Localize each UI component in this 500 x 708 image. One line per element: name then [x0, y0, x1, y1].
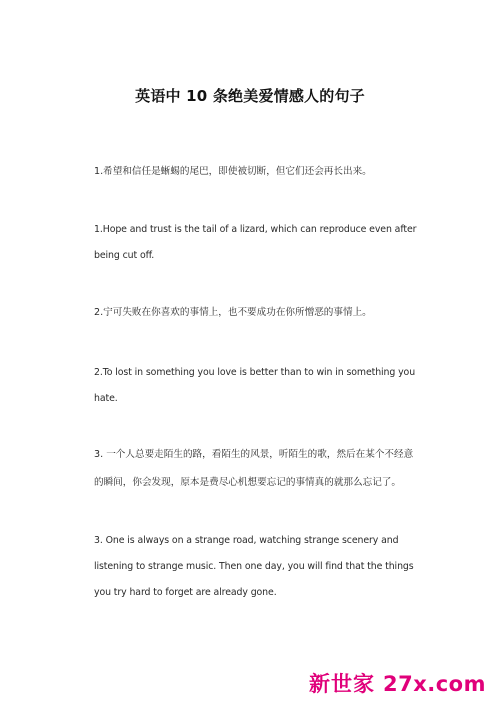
paragraph-2-cn	[94, 299, 412, 327]
paragraph-line: you try hard to forget are already gone.	[94, 587, 277, 598]
paragraph-line: 1.希望和信任是蜥蜴的尾巴，即使被切断，但它们还会再长出来。	[94, 166, 372, 177]
paragraph-3-cn	[94, 441, 412, 497]
watermark-brand: 新世家	[308, 672, 375, 696]
paragraph-line: 1.Hope and trust is the tail of a lizard, which can reproduce even after	[94, 224, 417, 235]
site-watermark	[309, 668, 486, 698]
paragraph-line: 3. 一个人总要走陌生的路，看陌生的风景，听陌生的歌，然后在某个不经意	[94, 449, 414, 460]
paragraph-3-en	[94, 528, 412, 606]
paragraph-line: 2.宁可失败在你喜欢的事情上，也不要成功在你所憎恶的事情上。	[94, 307, 372, 318]
paragraph-line: listening to strange music. Then one day, you will find that the things	[94, 561, 414, 572]
paragraph-line: 2.To lost in something you love is better than to win in something you	[94, 367, 416, 378]
paragraph-line: 3. One is always on a strange road, watching strange scenery and	[94, 535, 399, 546]
paragraph-2-en	[94, 360, 416, 412]
paragraph-line: being cut off.	[94, 250, 155, 261]
paragraph-1-en	[94, 217, 417, 269]
paragraph-line: hate.	[94, 393, 118, 404]
paragraph-1-cn	[94, 158, 412, 186]
document-title: 英语中 10 条绝美爱情感人的句子	[135, 87, 365, 105]
paragraph-line: 的瞬间，你会发现，原本是费尽心机想要忘记的事情真的就那么忘记了。	[94, 477, 401, 488]
watermark-domain: 27x.com	[382, 672, 486, 696]
